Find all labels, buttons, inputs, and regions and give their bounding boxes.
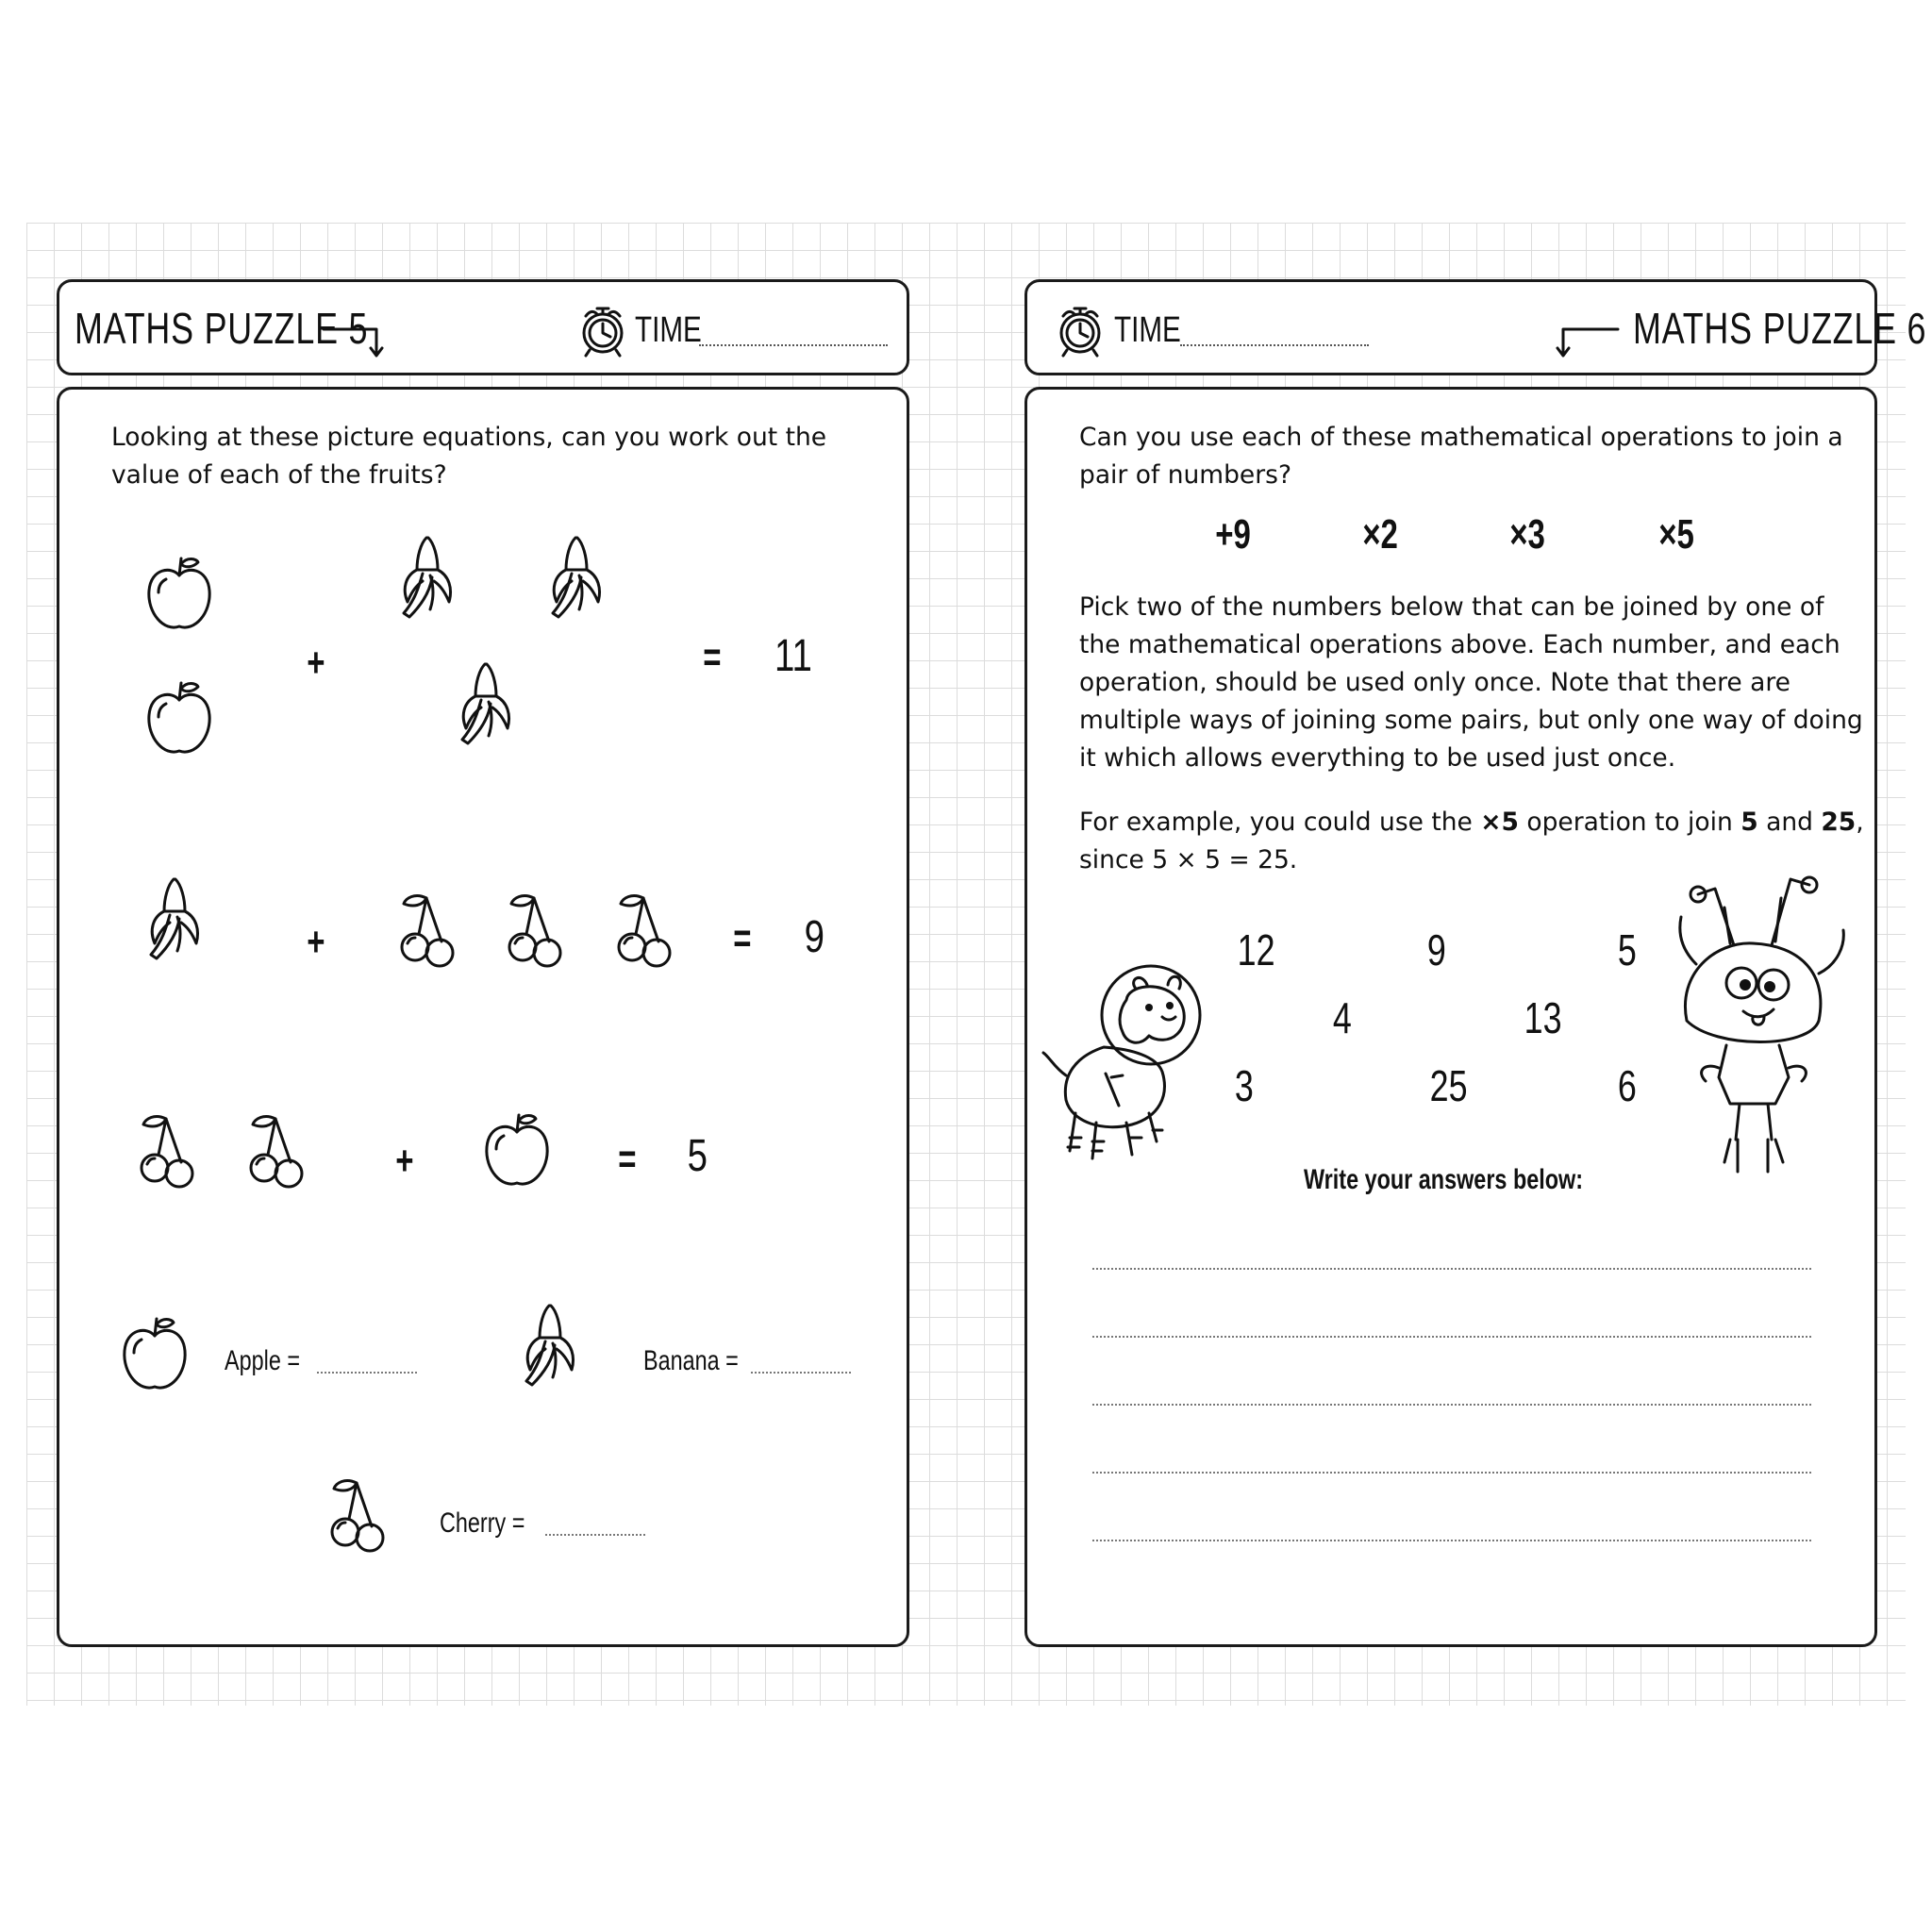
example-text: For example, you could use the ×5 operation to join 5 and 25, since 5 × 5 = 25.: [1079, 808, 1864, 874]
banana-icon: [143, 875, 209, 970]
banana-icon: [545, 534, 611, 628]
answer-line-4[interactable]: [1092, 1472, 1811, 1474]
number-item: 4: [1332, 993, 1352, 1042]
banana-icon: [455, 660, 521, 755]
apple-answer-field[interactable]: [317, 1372, 417, 1374]
left-page-title: MATHS PUZZLE 5: [75, 304, 369, 353]
equation-result: 11: [774, 631, 812, 681]
answer-line-5[interactable]: [1092, 1540, 1811, 1541]
alarm-clock-icon: [576, 303, 629, 359]
number-item: 3: [1234, 1061, 1254, 1110]
plus-sign: +: [307, 919, 325, 965]
number-item: 13: [1524, 993, 1562, 1042]
answer-line-1[interactable]: [1092, 1268, 1811, 1270]
equation-result: 5: [687, 1131, 708, 1181]
cherry-icon: [325, 1477, 391, 1562]
cherry-answer-field[interactable]: [545, 1534, 645, 1536]
answer-line-3[interactable]: [1092, 1404, 1811, 1406]
cherry-icon: [243, 1113, 309, 1198]
equals-sign: =: [733, 915, 752, 961]
operation-plus-9: +9: [1215, 511, 1251, 558]
operation-times-5: ×5: [1658, 511, 1694, 558]
answer-line-2[interactable]: [1092, 1336, 1811, 1338]
banana-answer-field[interactable]: [751, 1372, 851, 1374]
banana-icon: [519, 1302, 585, 1396]
right-time-label: TIME: [1114, 310, 1181, 350]
alien-icon: [1677, 860, 1866, 1209]
plus-sign: +: [307, 640, 325, 686]
apple-icon: [481, 1111, 557, 1196]
right-intro-text: Can you use each of these mathematical operations to join a pair of numbers?: [1079, 423, 1843, 490]
right-header-box: [1024, 279, 1927, 375]
number-item: 25: [1429, 1061, 1468, 1110]
apple-icon: [119, 1315, 194, 1400]
number-item: 12: [1237, 925, 1275, 974]
cherry-answer-label: Cherry =: [440, 1507, 525, 1539]
cherry-icon: [611, 892, 677, 977]
right-page-title: MATHS PUZZLE 6: [1633, 304, 1927, 353]
left-header-box: [57, 279, 909, 375]
plus-sign: +: [395, 1138, 414, 1184]
number-item: 6: [1617, 1061, 1637, 1110]
cherry-icon: [134, 1113, 200, 1198]
answers-prompt: Write your answers below:: [1304, 1164, 1584, 1195]
banana-answer-label: Banana =: [643, 1345, 739, 1376]
operation-times-3: ×3: [1509, 511, 1545, 558]
left-time-field[interactable]: [699, 344, 888, 346]
equals-sign: =: [703, 634, 722, 680]
cherry-icon: [502, 892, 568, 977]
alarm-clock-icon: [1054, 303, 1107, 359]
number-item: 9: [1426, 925, 1446, 974]
instructions-text: Pick two of the numbers below that can be joined by one of the mathematical operations above. Each number, and each operation, should be used only once. Note that there are multiple ways of joining some pairs, but only one way of doing it which allows everything to be used just once.: [1079, 592, 1863, 773]
apple-icon: [143, 679, 219, 764]
cherry-icon: [394, 892, 460, 977]
number-item: 5: [1617, 925, 1637, 974]
apple-answer-label: Apple =: [225, 1345, 301, 1376]
arrow-down-left-icon: [1556, 322, 1622, 359]
equals-sign: =: [618, 1136, 637, 1182]
arrow-down-right-icon: [322, 322, 378, 359]
right-time-field[interactable]: [1180, 344, 1369, 346]
equation-result: 9: [804, 912, 825, 962]
apple-icon: [143, 555, 219, 640]
left-time-label: TIME: [635, 310, 702, 350]
operation-times-2: ×2: [1362, 511, 1398, 558]
left-intro-text: Looking at these picture equations, can you work out the value of each of the fruits?: [111, 423, 827, 490]
space-dog-icon: [1038, 962, 1226, 1170]
banana-icon: [396, 534, 462, 628]
